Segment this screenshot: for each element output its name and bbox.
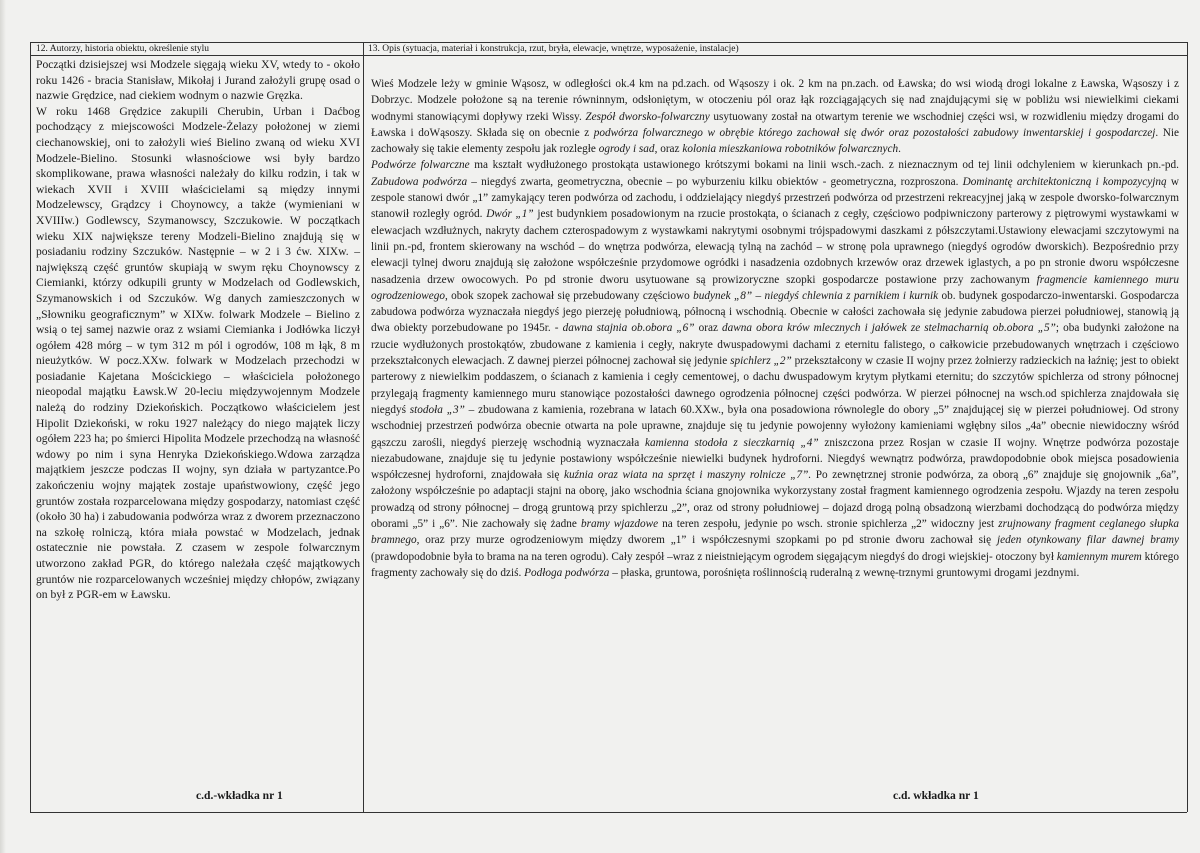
text-run: , oraz xyxy=(654,143,683,156)
italic-run: Podłoga podwórza xyxy=(524,566,610,579)
text-run: – zbudowana z kamienia, rozebrana w latach 60.XXw., była ona posadowiona równolegle do obory „5” znajdującej się w pierzei południowej. Od strony wschodniej przestrzeń podwórza obecnie otwarta na pole uprawne, znajduje się tu jedynie powojenny wyłożony kamieniami wgłębny silos „4a” obecnie niewidoczny wśród gąszczu zarośli, niegdyś pierzeję wschodnią wyznaczała xyxy=(371,403,1179,449)
italic-run: spichlerz „2” xyxy=(730,355,792,368)
text-run: – płaska, gruntowa, porośnięta roślinnością ruderalną z wewnę-trznymi gruntowymi drogami jezdnymi. xyxy=(609,566,1080,579)
text-run: którego fragmenty zachowały się do dziś. xyxy=(371,550,1179,579)
scan-edge xyxy=(0,0,6,853)
history-continuation-note: c.d.-wkładka nr 1 xyxy=(196,789,283,802)
italic-run: jeden otynkowany filar dawnej bramy xyxy=(996,534,1179,547)
history-paragraph-2: W roku 1468 Grędzice zakupili Cherubin, Urban i Daćbog pochodzący z miejscowości Modzele-Żelazy położonej w ziemi ciechanowskiej, oni to założyli wieś Bielino zwaną od wieku XVI Modzele-Bielino. Stosunki własnościowe wsi były bardzo skomplikowane, prawa własności należały do kilku rodzin, i tak w wiekach XVII i XVIII właścicielami są między innymi Modzelewscy, Grądzcy i Choynowcy, a także (wymieniani w XVIIIw.) Godlewscy, Szymanowscy, Szczukowie. W początkach wieku XIX największe tereny Modzeli-Bielino znajdują się w posiadaniu rodziny Szczuków. Następnie – w 2 i 3 ćw. XIXw. – największą część gruntów skupiają w swym ręku Choynowscy z Ciemianki, którzy odkupili grunty w Modzelach od Godlewskich, Szymanowskich i od Szczuków. Wg danych zamieszczonych w „Słowniku geograficznym” w XIXw. folwark Modzele – Bielino z wsią o tej samej nazwie oraz z wsiami Ciemianka i Jodłówka liczył ogółem 428 mórg – w tym 312 m pól i ogrodów, 108 m łąk, 8 m nieużytków. W pocz.XXw. folwark w Modzelach przechodzi w posiadanie Kajetana Mościckiego – właściciela położonego nieopodal majątku Ławsk.W 20-leciu międzywojennym Modzele należą do rodziny Dziekońskich. Początkowo właścicielem jest Hipolit Dziekoński, w roku 1927 należący do niego majątek liczy ogółem 223 ha; po śmierci Hipolita Modzele przechodzą na własność wdowy po nim i syna Henryka Dziekońskiego.Wdowa zarządza majątkiem jeszcze podczas II wojny, syn działa w partyzantce.Po zakończeniu wojny majątek zostaje upaństwowiony, część jego gruntów została rozparcelowana między gospodarzy, natomiast część (około 30 ha) i zabudowania podwórza wraz z dworem przeznaczono na szkołę rolniczą, która miała powstać w Modzelach, jednak ostatecznie nie powstała. Z czasem w zespole folwarcznym utworzono zakład PGR, do którego należała część majątkowych gruntów nie rozparcelowanych wcześniej między chłopów, związany on był z PGR-em w Ławsku. xyxy=(36,104,360,602)
text-run: na teren zespołu, jedynie po wsch. stronie spichlerza „2” widoczny jest xyxy=(658,518,999,531)
text-run: Wieś Modzele leży w gminie Wąsosz, w odległości ok.4 km na pd.zach. od Wąsoszy i ok. 2 km na pn.zach. od Ławska; do wsi wiodą drogi lokalne z Ławska, Wąsoszy i z Dobrzyc. Modzele położone są na terenie równinnym, odsłoniętym, w otoczeniu pól oraz łąk rozciągających się nad znajdującymi się w pobliżu wsi niewielkimi ciekami wodnymi stanowiącymi dopływy rzeki Wissy. xyxy=(371,78,1179,123)
description-paragraph-1 xyxy=(371,76,1179,157)
frame-bottom-line xyxy=(30,812,1187,813)
italic-run: Zabudowa podwórza xyxy=(371,175,468,188)
text-run: w zespole stanowi dwór „1” zamykający teren podwórza od zachodu, i oddzielający niegdyś przestrzeń podwórza od przestrzeni rekreacyjnej jaką w zespole dworsko-folwarcznym stanowił rozległy ogród. xyxy=(371,175,1179,221)
text-run: zniszczona przez Rosjan w czasie II wojny. Wnętrze podwórza pozostaje niezabudowane, znajduje się tu jedynie postawiony współcześnie niewielki budynek hydroforni. Niegdyś wewnątrz podwórza, prawdopodobnie obok miejsca posadowienia współczesnej hydroforni, znajdowała się xyxy=(371,436,1179,482)
text-run: oraz xyxy=(694,322,723,335)
text-run: – niegdyś zwarta, geometryczna, obecnie – po wyburzeniu kilku obiektów - geometryczna, rozproszona. xyxy=(467,175,963,188)
text-run: , oraz przy murze ogrodzeniowym między dworem „1” i współczesnymi szopkami po pd stronie dworu zachował się xyxy=(416,534,997,547)
text-run: ; oba budynki założone na rzucie wydłużonych prostokątów, zbudowane z kamienia i cegły, nakryte dwuspadowymi dachami z eternitu falistego, o całkowicie przebudowanych wnętrzach i częściowo przekształconych elewacjach. Z dawnej pierzei północnej zachował się jedynie xyxy=(371,322,1180,368)
italic-run: dawna stajnia ob.obora „6” xyxy=(562,322,695,335)
italic-run: zrujnowany fragment ceglanego słupka bramnego xyxy=(371,518,1179,547)
italic-run: ogrody i sad xyxy=(598,143,655,156)
italic-run: Dominantę architektoniczną i kompozycyjną xyxy=(962,175,1167,188)
italic-run: bramy wjazdowe xyxy=(580,518,659,531)
section-12-header: 12. Autorzy, historia obiektu, określenie stylu xyxy=(36,44,209,54)
section-13-header: 13. Opis (sytuacja, materiał i konstrukcja, rzut, bryła, elewacje, wnętrze, wyposażenie, instalacje) xyxy=(368,44,739,54)
italic-run: budynek „8” – niegdyś chlewnia z parnikiem i kurnik xyxy=(693,289,939,302)
text-run: Po zewnętrznej stronie podwórza, za oborą „6” znajduje się gnojownik „6a”, założony współcześnie po adaptacji stajni na oborę, jako wschodnia ściana gnojownika wykorzystany został fragment kamiennego ogrodzenia zespołu. Wjazdy na teren zespołu prowadzą od strony północnej – drogą gruntową przy spichlerzu „2”, oraz od strony południowej – dojazd drogą polną obsadzoną wierzbami dochodzącą do podwórza między oborami „5” i „6”. Nie zachowały się żadne xyxy=(371,469,1179,531)
italic-run: Dwór „1” xyxy=(486,208,534,221)
description-column xyxy=(371,76,1179,581)
frame-right-line xyxy=(1187,42,1188,812)
column-divider-line xyxy=(363,42,364,812)
italic-run: kuźnia oraz wiata na sprzęt i maszyny rolnicze „7”. xyxy=(563,469,812,482)
text-run: , obok szopek zachował się przebudowany częściowo xyxy=(444,289,694,302)
italic-run: podwórza folwarcznego w obrębie którego zachował się dwór oraz pozostałości zabudowy inwentarskiej i gospodarczej xyxy=(593,126,1156,139)
text-run: usytuowany został na otwartym terenie we wschodniej części wsi, w rozwidleniu między drogami do Ławska i doWąsoszy. Składa się on obecnie z xyxy=(371,110,1180,139)
text-run: . Nie zachowały się takie elementy zespołu jak rozległe xyxy=(371,126,1179,156)
header-divider-line xyxy=(30,55,1187,56)
text-run: jest budynkiem posadowionym na rzucie prostokąta, o ścianach z cegły, częściowo podpiwniczony parterowy z piętrowymi wystawkami w elewacjach wzdłużnych, nakryty dachem czterospadowym z wystawkami nakrytymi osobnymi trójspadowymi daszkami z półszczytami.Ustawiony elewacjami szczytowymi na linii pn.-pd, frontem skierowany na wschód – do wnętrza podwórza, elewacją tylną na zachód – w stronę pola uprawnego (niegdyś ogrodów dworskich). Bezpośrednio przy elewacji tylnej dworu znajdują się założone współcześnie przydomowe ogródki i nasadzenia ozdobnych krzewów oraz drzewek iglastych, a po pn stronie dworu współczesne nasadzenia drzew owocowych. Po pd stronie dworu usytuowane są prowizoryczne szopki gospodarcze postawione przy zachowanym xyxy=(371,208,1179,286)
history-column xyxy=(36,57,360,603)
italic-run: kolonia mieszkaniowa robotników folwarcznych xyxy=(682,143,899,156)
text-run: (prawdopodobnie była to brama na na teren ogrodu). Cały zespół –wraz z nieistniejącym ogrodem sięgającym niegdyś do drogi wiejskiej- otoczony był xyxy=(371,550,1057,563)
text-run: przekształcony w czasie II wojny przez żołnierzy radzieckich na łaźnię; jest to obiekt parterowy z niewielkim poddaszem, o ścianach z kamienia i cegły cementowej, o dachu dwuspadowym krytym płytkami eternitu; do szczytów spichlerza od strony północnej przylegają fragmenty kamiennego muru stanowiące pozostałości dawnego ogrodzenia północnej części podwórza. W pierzei północnej na wsch.od spichlerza znajdowała się niegdyś xyxy=(371,355,1180,416)
italic-run: Zespół dworsko-folwarczny xyxy=(585,110,710,123)
italic-run: stodoła „3” xyxy=(409,403,465,416)
frame-left-line xyxy=(30,42,31,812)
italic-run: fragmencie kamiennego muru ogrodzeniowego xyxy=(371,273,1180,302)
italic-run: Podwórze folwarczne xyxy=(371,159,470,172)
text-run: . xyxy=(898,143,901,156)
description-paragraph-2 xyxy=(371,157,1179,581)
italic-run: kamienna stodoła z sieczkarnią „4” xyxy=(645,436,819,449)
history-paragraph-1: Początki dzisiejszej wsi Modzele sięgają wieku XV, wtedy to - około roku 1426 - bracia Stanisław, Mikołaj i Jurand założyli grupę osad o nazwie Grędzice, nad ciekiem wodnym o nazwie Gręzka. xyxy=(36,58,360,103)
text-run: ob. budynek gospodarczo-inwentarski. Gospodarcza zabudowa podwórza wyznaczała niegdyś jego pierzeję południową, północną i wschodnią. Obecnie w całości zachowała się jedynie zabudowa pierzei południowej, stanowią ją dwa obiekty porzebudowane po 1945r. - xyxy=(371,289,1179,335)
text-run: ma kształt wydłużonego prostokąta ustawionego krótszymi bokami na linii wsch.-zach. z nieznacznym od tej linii odchyleniem w kierunkach pn.-pd. xyxy=(469,159,1179,172)
description-continuation-note: c.d. wkładka nr 1 xyxy=(893,789,979,802)
italic-run: kamiennym murem xyxy=(1056,550,1142,563)
italic-run: dawna obora krów mlecznych i jałówek ze stelmacharnią ob.obora „5” xyxy=(722,322,1056,335)
